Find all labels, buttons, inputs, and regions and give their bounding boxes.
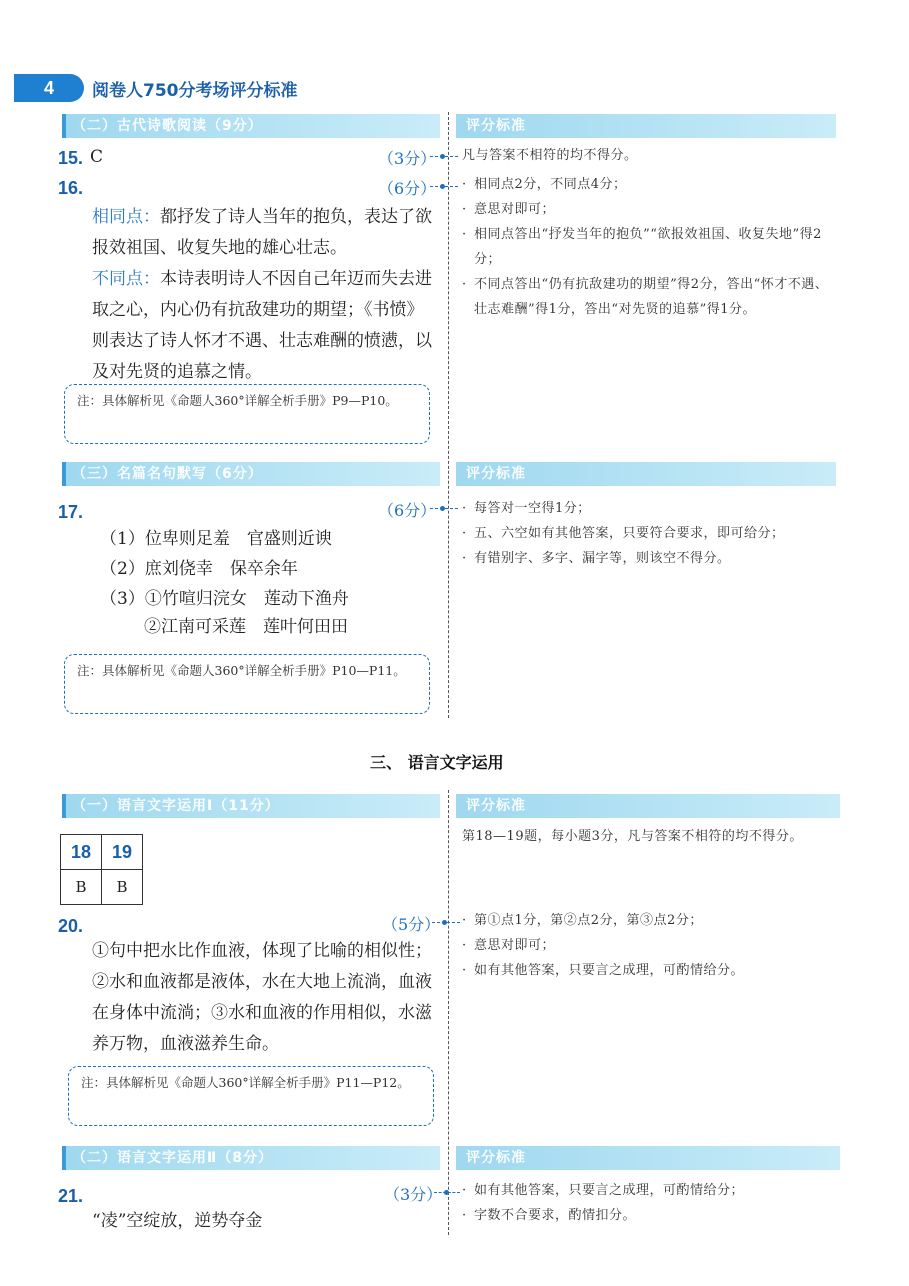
question-number: 21. <box>58 1186 84 1206</box>
table-cell: B <box>61 870 102 905</box>
criteria-item: · 五、六空如有其他答案，只要符合要求，即可给分； <box>460 521 840 546</box>
score-label: （6分） <box>378 501 437 520</box>
connector-dot <box>444 1190 449 1195</box>
section-bar-dictation: （三）名篇名句默写（6分） <box>62 462 440 486</box>
connector-dot <box>440 154 445 159</box>
answer-line: （1）位卑则足羞 官盛则近谀 <box>100 529 332 549</box>
criteria-item: · 第①点1分，第②点2分，第③点2分； <box>460 908 840 933</box>
answer-line: ②江南可采莲 莲叶何田田 <box>144 617 348 637</box>
table-header-cell: 19 <box>102 835 143 870</box>
diff-point-label: 不同点： <box>92 269 160 289</box>
same-point-text: 都抒发了诗人当年的抱负，表达了欲报效祖国、收复失地的雄心壮志。 <box>92 207 432 258</box>
section-bar-poetry: （二）古代诗歌阅读（9分） <box>62 114 440 138</box>
answer-text: C <box>90 147 104 167</box>
answer-line: （2）庶刘侥幸 保卒余年 <box>100 559 298 579</box>
section-bar-criteria: 评分标准 <box>456 114 836 138</box>
column-divider <box>448 790 449 1235</box>
score-label: （5分） <box>382 915 441 934</box>
criteria-list <box>460 172 840 322</box>
criteria-item: · 字数不合要求，酌情扣分。 <box>460 1203 840 1228</box>
section-bar-language-1: （一）语言文字运用Ⅰ（11分） <box>62 794 440 818</box>
criteria-text: 凡与答案不相符的均不得分。 <box>462 148 638 163</box>
column-divider <box>448 112 449 718</box>
table-header-cell: 18 <box>61 835 102 870</box>
table-cell: B <box>102 870 143 905</box>
criteria-item: · 有错别字、多字、漏字等，则该空不得分。 <box>460 546 840 571</box>
criteria-list <box>460 908 840 983</box>
question-number: 20. <box>58 916 84 936</box>
criteria-text: 第18—19题，每小题3分，凡与答案不相符的均不得分。 <box>462 829 803 844</box>
section-bar-criteria: 评分标准 <box>456 1146 840 1170</box>
answer-block: ①句中把水比作血液，体现了比喻的相似性；②水和血液都是液体，水在大地上流淌，血液在身体中流淌；③水和血液的作用相似，水滋养万物，血液滋养生命。 <box>92 941 432 1054</box>
criteria-list <box>460 1178 840 1228</box>
diff-point-text: 本诗表明诗人不因自己年迈而失去进取之心，内心仍有抗敌建功的期望；《书愤》则表达了诗人怀才不遇、壮志难酬的愤懑，以及对先贤的追慕之情。 <box>92 269 432 382</box>
criteria-item: · 相同点答出“抒发当年的抱负”“欲报效祖国、收复失地”得2分； <box>460 222 840 272</box>
section-bar-criteria: 评分标准 <box>456 794 840 818</box>
criteria-list <box>460 496 840 571</box>
note-box: 注：具体解析见《命题人360°详解全析手册》P11—P12。 <box>68 1066 434 1126</box>
score-label: （6分） <box>378 179 437 198</box>
note-box: 注：具体解析见《命题人360°详解全析手册》P10—P11。 <box>64 654 430 714</box>
answer-table <box>60 834 143 905</box>
criteria-item: · 意思对即可； <box>460 197 840 222</box>
answer-block <box>92 202 438 388</box>
part-heading: 三、 语言文字运用 <box>370 753 504 772</box>
note-box: 注：具体解析见《命题人360°详解全析手册》P9—P10。 <box>64 384 430 444</box>
criteria-item: · 意思对即可； <box>460 933 840 958</box>
question-number: 17. <box>58 502 84 522</box>
question-number: 16. <box>58 178 84 198</box>
answer-text: “凌”空绽放，逆势夺金 <box>92 1211 263 1231</box>
page-number-tab: 4 <box>14 74 84 102</box>
score-label: （3分） <box>384 1185 443 1204</box>
section-bar-language-2: （二）语言文字运用Ⅱ（8分） <box>62 1146 440 1170</box>
section-bar-criteria: 评分标准 <box>456 462 836 486</box>
criteria-item: · 每答对一空得1分； <box>460 496 840 521</box>
page-title: 阅卷人750分考场评分标准 <box>92 81 298 101</box>
criteria-item: · 如有其他答案，只要言之成理，可酌情给分； <box>460 1178 840 1203</box>
answer-line: （3）①竹喧归浣女 莲动下渔舟 <box>100 589 349 609</box>
connector-dot <box>440 506 445 511</box>
same-point-label: 相同点： <box>92 207 160 227</box>
question-number: 15. <box>58 148 84 168</box>
criteria-item: · 相同点2分，不同点4分； <box>460 172 840 197</box>
score-label: （3分） <box>378 149 437 168</box>
connector-dot <box>440 184 445 189</box>
criteria-item: · 不同点答出“仍有抗敌建功的期望”得2分，答出“怀才不遇、壮志难酬”得1分，答出“对先贤的追慕”得1分。 <box>460 272 840 322</box>
criteria-item: · 如有其他答案，只要言之成理，可酌情给分。 <box>460 958 840 983</box>
connector-dot <box>442 920 447 925</box>
